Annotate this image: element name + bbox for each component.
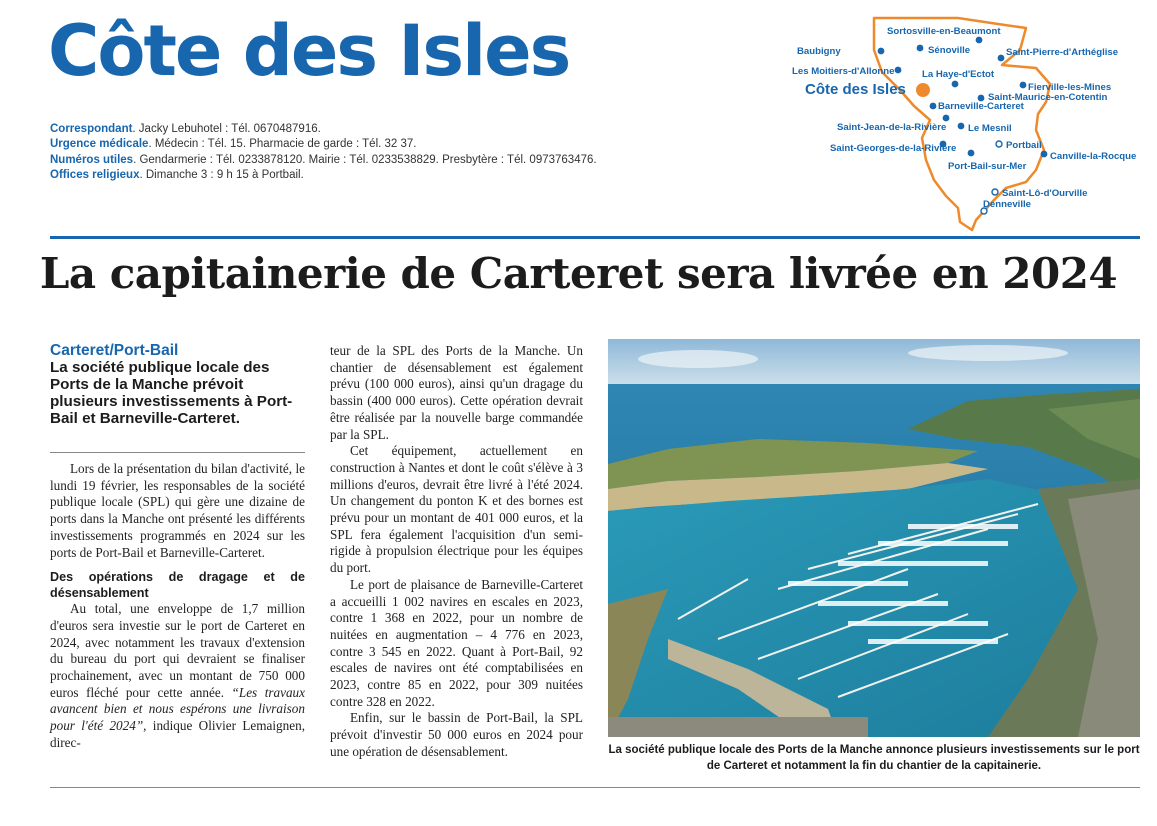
map-label-sortosville: Sortosville-en-Beaumont (887, 26, 1001, 37)
map-label-saint-jean: Saint-Jean-de-la-Rivière (837, 122, 947, 133)
map-label-port-bail-sur-mer: Port-Bail-sur-Mer (948, 161, 1027, 172)
map-label-senoville: Sénoville (928, 45, 971, 56)
photo-caption: La société publique locale des Ports de la Manche annonce plusieurs investissements sur le port de Carteret et notamment la fin du chantier de la capitainerie. (608, 744, 1140, 772)
practical-info (50, 122, 597, 184)
paragraph: teur de la SPL des Ports de la Manche. Un chantier de désensablement est également prévu (100 000 euros), ainsi qu'un dragage du bassin (400 000 euros). Cette opération devrait être réalisée par la nouvelle barge commandée par la SPL. (330, 343, 583, 442)
map-label-saint-maurice: Saint-Maurice-en-Cotentin (988, 92, 1108, 103)
map-label-saint-lo: Saint-Lô-d'Ourville (1002, 188, 1088, 199)
article-chapo: La société publique locale des Ports de la Manche prévoit plusieurs investissements à Port-Bail et Barneville-Carteret. (50, 359, 293, 427)
map-label-cote-des-isles: Côte des Isles (805, 81, 906, 98)
harbor-photo-illustration (608, 339, 1140, 737)
map-label-canville: Canville-la-Rocque (1050, 151, 1137, 162)
map-label-les-moitiers: Les Moitiers-d'Allonne (792, 66, 895, 77)
paragraph: Enfin, sur le bassin de Port-Bail, la SPL prévoit d'investir 50 000 euros en 2024 pour une opération de désensablement. (330, 710, 583, 759)
paragraph: Au total, une enveloppe de 1,7 million d'euros sera investie sur le port de Carteret en 2024, avec notamment les travaux d'extension du bureau du port qui devraient se finaliser prochainement, avec un montant de 750 000 euros fléché pour cette année. “Les travaux avancent bien et nous espérons une livraison pour l'été 2024”, indique Olivier Lemaignen, direc- (50, 601, 305, 750)
header-divider (50, 236, 1140, 239)
article-column-1 (50, 461, 305, 752)
article-headline: La capitainerie de Carteret sera livrée en 2024 (39, 249, 1118, 298)
paragraph: Le port de plaisance de Barneville-Carteret a accueilli 1 002 navires en escales en 2023, contre 1 368 en 2022, pour un nombre de nuitées en augmentation – 4 776 en 2023, contre 3 545 en 2022. Quant à Port-Bail, 92 escales de navires ont été comptabilisées en 2023, contre 85 en 2022, pour 309 nuitées contre 328 en 2022. (330, 576, 583, 709)
map-label-la-haye: La Haye-d'Ectot (922, 69, 995, 80)
article-intertitle: Des opérations de dragage et de désensablement (50, 570, 305, 601)
section-title: Côte des Isles (48, 10, 570, 92)
map-label-fierville: Fierville-les-Mines (1028, 82, 1112, 93)
locator-map (788, 10, 1148, 235)
map-label-barneville: Barneville-Carteret (938, 101, 1024, 112)
info-line-correspondent: Correspondant. Jacky Lebuhotel : Tél. 0670487916. (50, 123, 321, 135)
article-column-2 (330, 343, 583, 761)
quote: “Les travaux avancent bien et nous espérons une livraison pour l'été 2024” (50, 684, 305, 734)
paragraph: Lors de la présentation du bilan d'activité, le lundi 19 février, les responsables de la société publique locale (SPL) qui gère une dizaine de ports dans la Manche ont présenté les différents investissements programmés en 2024 sur les ports de Port-Bail et Barneville-Carteret. (50, 461, 305, 560)
map-label-baubigny: Baubigny (797, 46, 841, 57)
harbor-photo (608, 339, 1140, 737)
map-label-portbail: Portbail (1006, 140, 1042, 151)
map-label-saint-pierre: Saint-Pierre-d'Arthéglise (1006, 47, 1119, 58)
info-line-religious: Offices religieux. Dimanche 3 : 9 h 15 à Portbail. (50, 169, 304, 182)
paragraph: Cet équipement, actuellement en construction à Nantes et dont le coût s'élève à 3 millions d'euros, devrait être livré à l'été 2024. Un changement du ponton K et des bornes est prévu pour un montant de 401 000 euros, et la SPL fera également l'acquisition d'un semi-rigide à propulsion électrique pour les équipes du port. (330, 443, 583, 576)
article-lead (50, 342, 305, 427)
map-label-le-mesnil: Le Mesnil (968, 123, 1012, 134)
highlight-dot (916, 83, 930, 97)
lead-divider (50, 452, 305, 453)
map-label-saint-georges: Saint-Georges-de-la-Rivière (830, 143, 957, 154)
info-line-medical: Urgence médicale. Médecin : Tél. 15. Pharmacie de garde : Tél. 32 37. (50, 138, 417, 151)
info-line-numbers: Numéros utiles. Gendarmerie : Tél. 0233878120. Mairie : Tél. 0233538829. Presbytère : Tél. 0973763476. (50, 153, 597, 166)
article-kicker: Carteret/Port-Bail (50, 342, 179, 359)
footer-divider (50, 787, 1140, 788)
map-label-denneville: Denneville (983, 199, 1031, 210)
